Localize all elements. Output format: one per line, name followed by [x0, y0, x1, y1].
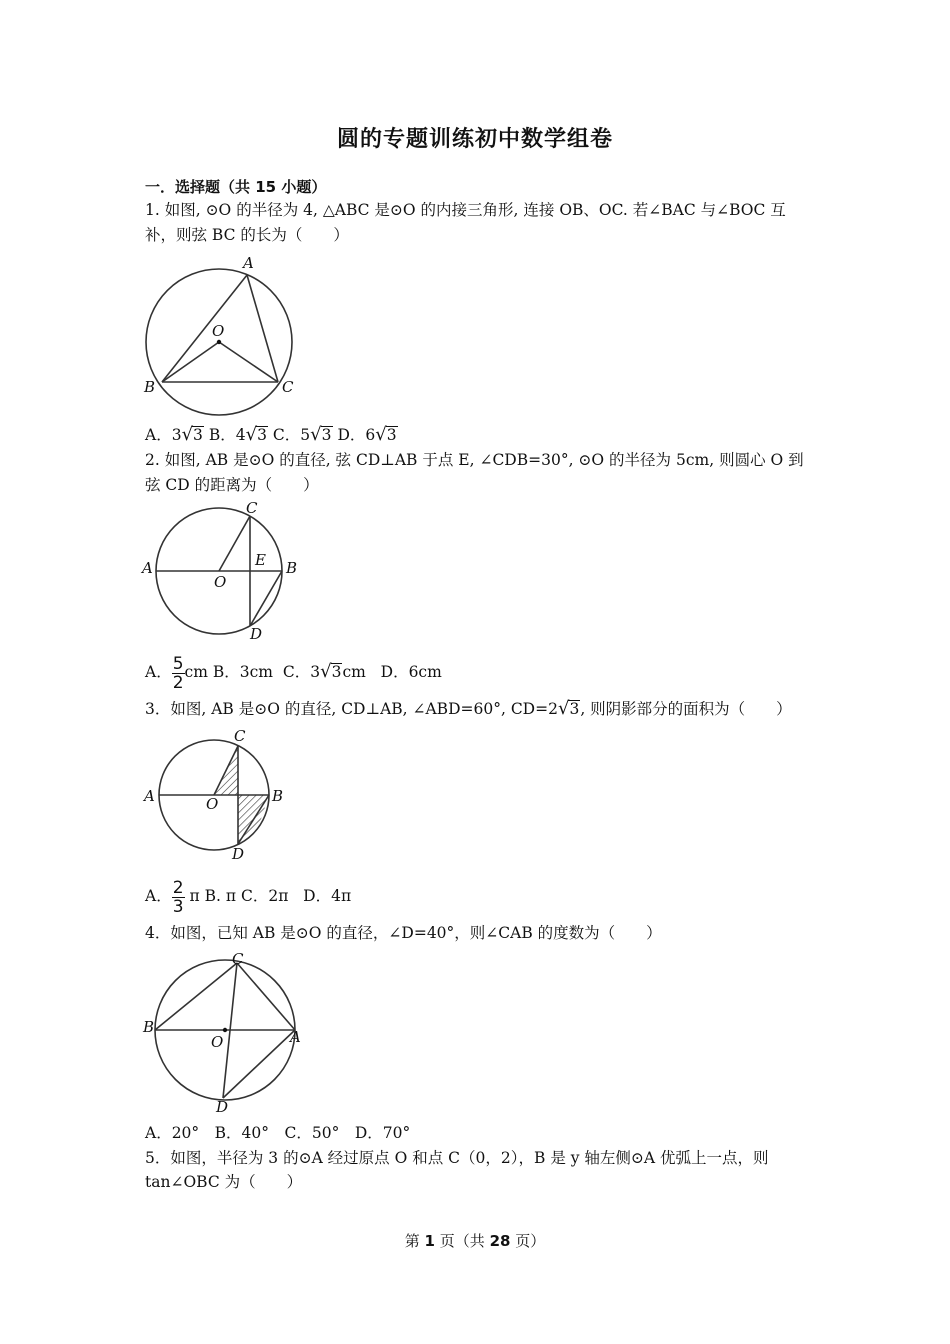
- q2-radius-oc: [219, 516, 250, 571]
- q1-stem-line2: 补，则弦 BC 的长为（ ）: [145, 226, 349, 244]
- q4-label-b: B: [143, 1018, 155, 1036]
- q1-options: [145, 423, 398, 447]
- q2-label-b: B: [286, 559, 298, 577]
- q2-label-c: C: [246, 499, 258, 517]
- q3-options: [145, 874, 351, 918]
- q4-chord-da: [223, 1030, 295, 1098]
- q3-label-b: B: [272, 787, 284, 805]
- q4-figure: [140, 950, 310, 1120]
- q3-label-d: D: [232, 845, 245, 863]
- q2-stem-line2: 弦 CD 的距离为（ ）: [145, 476, 319, 494]
- q1-side-ac: [247, 275, 278, 382]
- q4-label-d: D: [216, 1098, 229, 1116]
- q3-stem: 3．如图, AB 是⊙O 的直径, CD⊥AB, ∠ABD=60°, CD=2√3, 则阴影部分的面积为（ ）: [145, 698, 792, 719]
- q2-options: [145, 650, 442, 694]
- q3-label-c: C: [234, 727, 246, 745]
- q4-label-o: O: [211, 1033, 224, 1051]
- q1-figure: [140, 252, 310, 422]
- q2-label-a: A: [142, 559, 153, 577]
- q5-stem-line1: 5．如图，半径为 3 的⊙A 经过原点 O 和点 C（0，2），B 是 y 轴左侧⊙A 优弧上一点，则: [145, 1149, 769, 1167]
- q1-side-ab: [162, 275, 247, 382]
- section-heading: 一．选择题（共 15 小题）: [145, 178, 327, 196]
- q3-option-a: A． $\frac{2}{3}$ π: [145, 877, 200, 917]
- q1-option-a: A．3√3: [145, 424, 203, 445]
- q2-stem-line1: 2. 如图, AB 是⊙O 的直径, 弦 CD⊥AB 于点 E, ∠CDB=30°, ⊙O 的半径为 5cm, 则圆心 O 到: [145, 451, 804, 469]
- q1-label-a: A: [243, 254, 254, 272]
- q2-label-o: O: [214, 573, 227, 591]
- q4-label-a: A: [290, 1028, 301, 1046]
- page-footer: 第 1 页（共 28 页）: [404, 1232, 546, 1250]
- q2-figure: [140, 497, 310, 647]
- q1-stem-line1: 1. 如图, ⊙O 的半径为 4, △ABC 是⊙O 的内接三角形, 连接 OB、OC. 若∠BAC 与∠BOC 互: [145, 201, 786, 219]
- q1-option-d: D．6√3: [337, 424, 397, 445]
- q2-option-a: A． $\frac{5}{2}$ cm: [145, 653, 208, 693]
- q1-radius-ob: [162, 342, 219, 382]
- q2-option-d: D．6cm: [380, 663, 442, 681]
- q4-stem: 4．如图，已知 AB 是⊙O 的直径，∠D=40°，则∠CAB 的度数为（ ）: [145, 924, 662, 942]
- q2-option-c: C．3√3cm: [282, 661, 366, 682]
- q3-option-c: C．2π: [240, 887, 289, 905]
- q3-option-b: B. π: [204, 887, 237, 905]
- q2-option-b: B．3cm: [212, 663, 273, 681]
- q1-radius-oc: [219, 342, 278, 382]
- q3-label-o: O: [206, 795, 219, 813]
- q1-label-c: C: [282, 378, 294, 396]
- q4-options: A．20° B．40° C．50° D．70°: [145, 1124, 411, 1142]
- page-title: 圆的专题训练初中数学组卷: [336, 127, 613, 152]
- q3-figure: [140, 727, 310, 867]
- q5-stem-line2: tan∠OBC 为（ ）: [145, 1173, 303, 1191]
- q2-segment-db: [250, 571, 282, 626]
- q1-label-o: O: [212, 322, 225, 340]
- q4-center-dot: [223, 1028, 227, 1032]
- q1-option-b: B．4√3: [208, 424, 267, 445]
- q1-center-dot: [217, 340, 221, 344]
- q2-label-d: D: [250, 625, 263, 643]
- q4-chord-bc: [155, 963, 237, 1030]
- q1-label-b: B: [144, 378, 156, 396]
- q2-label-e: E: [255, 551, 266, 569]
- q1-option-c: C．5√3: [272, 424, 332, 445]
- q3-label-a: A: [144, 787, 155, 805]
- q4-label-c: C: [232, 950, 244, 968]
- q3-option-d: D．4π: [303, 887, 352, 905]
